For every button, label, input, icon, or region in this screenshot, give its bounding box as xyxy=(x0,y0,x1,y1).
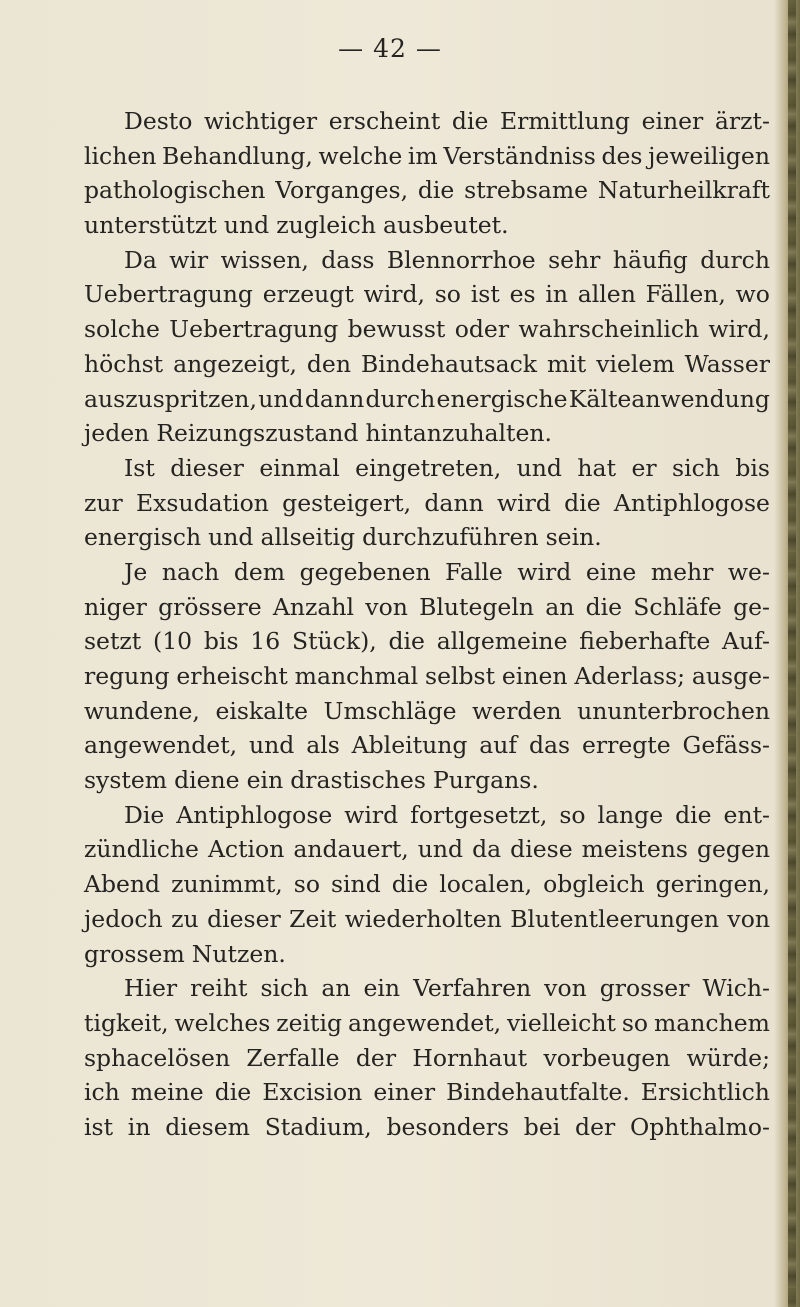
text-line: lichen Behandlung, welche im Verständniss des jeweiligen xyxy=(84,141,770,170)
text-line: unterstützt und zugleich ausbeutet. xyxy=(84,211,509,240)
text-line: zur Exsudation gesteigert, dann wird die Antiphlogose xyxy=(84,488,770,517)
text-line: Da wir wissen, dass Blennorrhoe sehr häufig durch xyxy=(124,245,770,274)
text-line: höchst angezeigt, den Bindehautsack mit vielem Wasser xyxy=(84,349,770,378)
text-line: ist in diesem Stadium, besonders bei der Ophthalmo- xyxy=(84,1112,770,1141)
text-line: jeden Reizungszustand hintanzuhalten. xyxy=(84,419,552,448)
text-line: regung erheischt manchmal selbst einen Aderlass; ausge- xyxy=(84,662,770,690)
page-number: — 42 — xyxy=(338,34,442,63)
text-line: niger grössere Anzahl von Blutegeln an die Schläfe ge- xyxy=(84,592,770,621)
text-line: zündliche Action andauert, und da diese meistens gegen xyxy=(84,835,770,864)
text-line: Ist dieser einmal eingetreten, und hat er sich bis xyxy=(124,453,770,482)
text-line: Hier reiht sich an ein Verfahren von grosser Wich- xyxy=(124,974,770,1003)
text-line: Die Antiphlogose wird fortgesetzt, so lange die ent- xyxy=(124,800,770,829)
text-line: system diene ein drastisches Purgans. xyxy=(84,766,539,795)
text-line: Abend zunimmt, so sind die localen, obgleich geringen, xyxy=(84,870,770,899)
text-line: pathologischen Vorganges, die strebsame Naturheilkraft xyxy=(84,176,770,205)
body-text xyxy=(84,104,770,1145)
page-edge-shadow xyxy=(774,0,800,1307)
text-line: wundene, eiskalte Umschläge werden ununterbrochen xyxy=(84,696,770,725)
text-line: Desto wichtiger erscheint die Ermittlung einer ärzt- xyxy=(124,107,770,135)
text-line: ich meine die Excision einer Bindehautfalte. Ersichtlich xyxy=(84,1078,770,1107)
text-line: Uebertragung erzeugt wird, so ist es in allen Fällen, wo xyxy=(84,280,770,309)
text-line: grossem Nutzen. xyxy=(84,939,286,968)
text-line: setzt (10 bis 16 Stück), die allgemeine fieberhafte Auf- xyxy=(84,627,770,656)
text-line: Je nach dem gegebenen Falle wird eine mehr we- xyxy=(124,557,770,586)
text-line: solche Uebertragung bewusst oder wahrscheinlich wird, xyxy=(84,315,770,344)
text-line: energisch und allseitig durchzuführen sein. xyxy=(84,523,602,552)
text-line: auszuspritzen, und dann durch energische Kälteanwendung xyxy=(84,384,770,413)
text-line: sphacelösen Zerfalle der Hornhaut vorbeugen würde; xyxy=(84,1043,770,1072)
text-line: angewendet, und als Ableitung auf das erregte Gefäss- xyxy=(84,731,770,760)
text-line: tigkeit, welches zeitig angewendet, vielleicht so manchem xyxy=(84,1008,770,1037)
text-line: jedoch zu dieser Zeit wiederholten Blutentleerungen von xyxy=(84,904,770,933)
